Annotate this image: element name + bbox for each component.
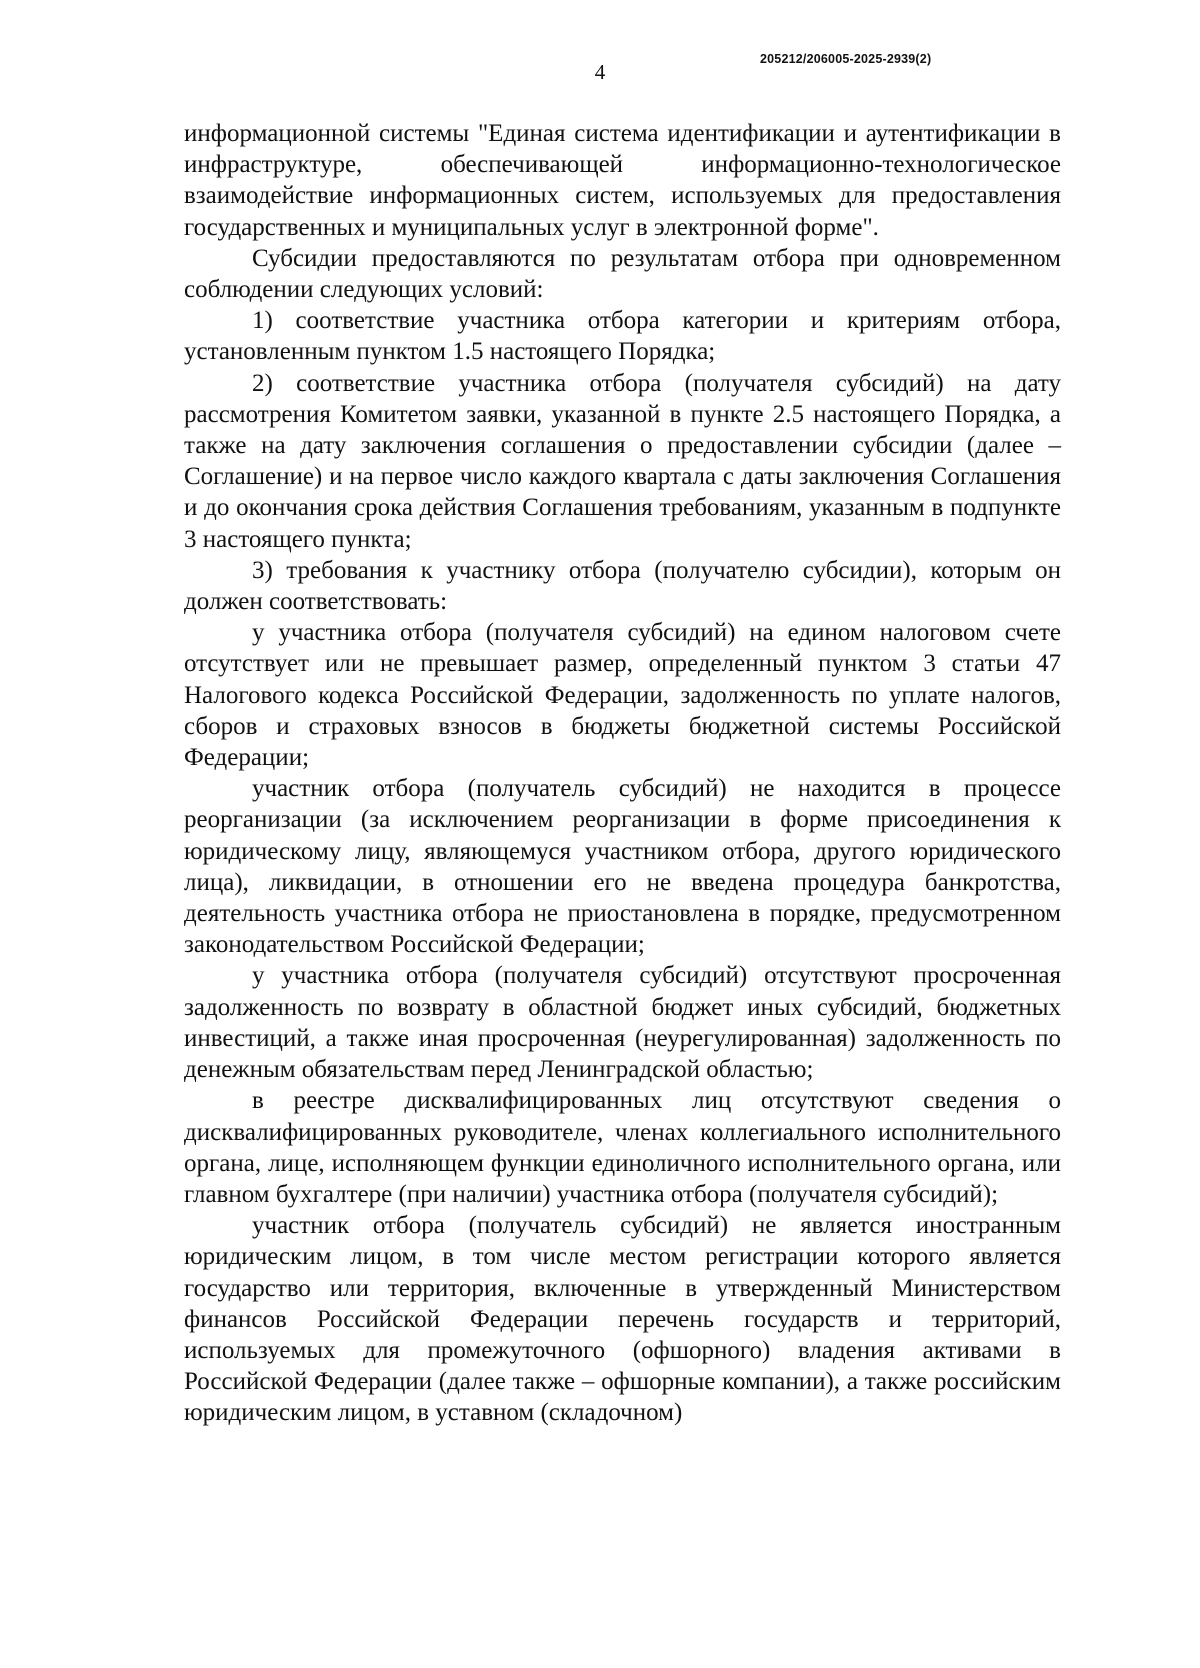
paragraph: у участника отбора (получателя субсидий) отсутствуют просроченная задолженность по возврату в областной бюджет иных субсидий, бюджетных инвестиций, а также иная просроченная (неурегулированная) задолженность по денежным обязательствам перед Ленинградской областью;	[184, 962, 1061, 1084]
paragraph: в реестре дисквалифицированных лиц отсутствуют сведения о дисквалифицированных руководителе, членах коллегиального исполнительного органа, лице, исполняющем функции единоличного исполнительного органа, или главном бухгалтере (при наличии) участника отбора (получателя субсидий);	[184, 1087, 1061, 1208]
page-number: 4	[594, 60, 606, 84]
paragraph: 3) требования к участнику отбора (получателю субсидии), которым он должен соответствовать:	[184, 556, 1061, 616]
paragraph: участник отбора (получатель субсидий) не является иностранным юридическим лицом, в том числе местом регистрации которого является государство или территория, включенные в утвержденный Министерством финансов Российской Федерации перечень государств и территорий, используемых для промежуточного (офшорного) владения активами в Российской Федерации (далее также – офшорные компании), а также российским юридическим лицом, в уставном (складочном)	[184, 1212, 1061, 1427]
document-id: 205212/206005-2025-2939(2)	[760, 52, 932, 66]
paragraph: у участника отбора (получателя субсидий) на едином налоговом счете отсутствует или не превышает размер, определенный пунктом 3 статьи 47 Налогового кодекса Российской Федерации, задолженность по уплате налогов, сборов и страховых взносов в бюджеты бюджетной системы Российской Федерации;	[184, 619, 1061, 772]
paragraph: 1) соответствие участника отбора категории и критериям отбора, установленным пунктом 1.5 настоящего Порядка;	[184, 307, 1061, 366]
paragraph: 2) соответствие участника отбора (получателя субсидий) на дату рассмотрения Комитетом заявки, указанной в пункте 2.5 настоящего Порядка, а также на дату заключения соглашения о предоставлении субсидии (далее – Соглашение) и на первое число каждого квартала с даты заключения Соглашения и до окончания срока действия Соглашения требованиям, указанным в подпункте 3 настоящего пункта;	[184, 369, 1061, 553]
document-body	[184, 118, 1061, 1429]
paragraph: информационной системы "Единая система идентификации и аутентификации в инфраструктуре, обеспечивающей информационно-технологическое взаимодействие информационных систем, используемых для предоставления государственных и муниципальных услуг в электронной форме".	[184, 120, 1061, 241]
paragraph: участник отбора (получатель субсидий) не находится в процессе реорганизации (за исключением реорганизации в форме присоединения к юридическому лицу, являющемуся участником отбора, другого юридического лица), ликвидации, в отношении его не введена процедура банкротства, деятельность участника отбора не приостановлена в порядке, предусмотренном законодательством Российской Федерации;	[184, 775, 1061, 959]
paragraph: Субсидии предоставляются по результатам отбора при одновременном соблюдении следующих условий:	[184, 244, 1061, 304]
